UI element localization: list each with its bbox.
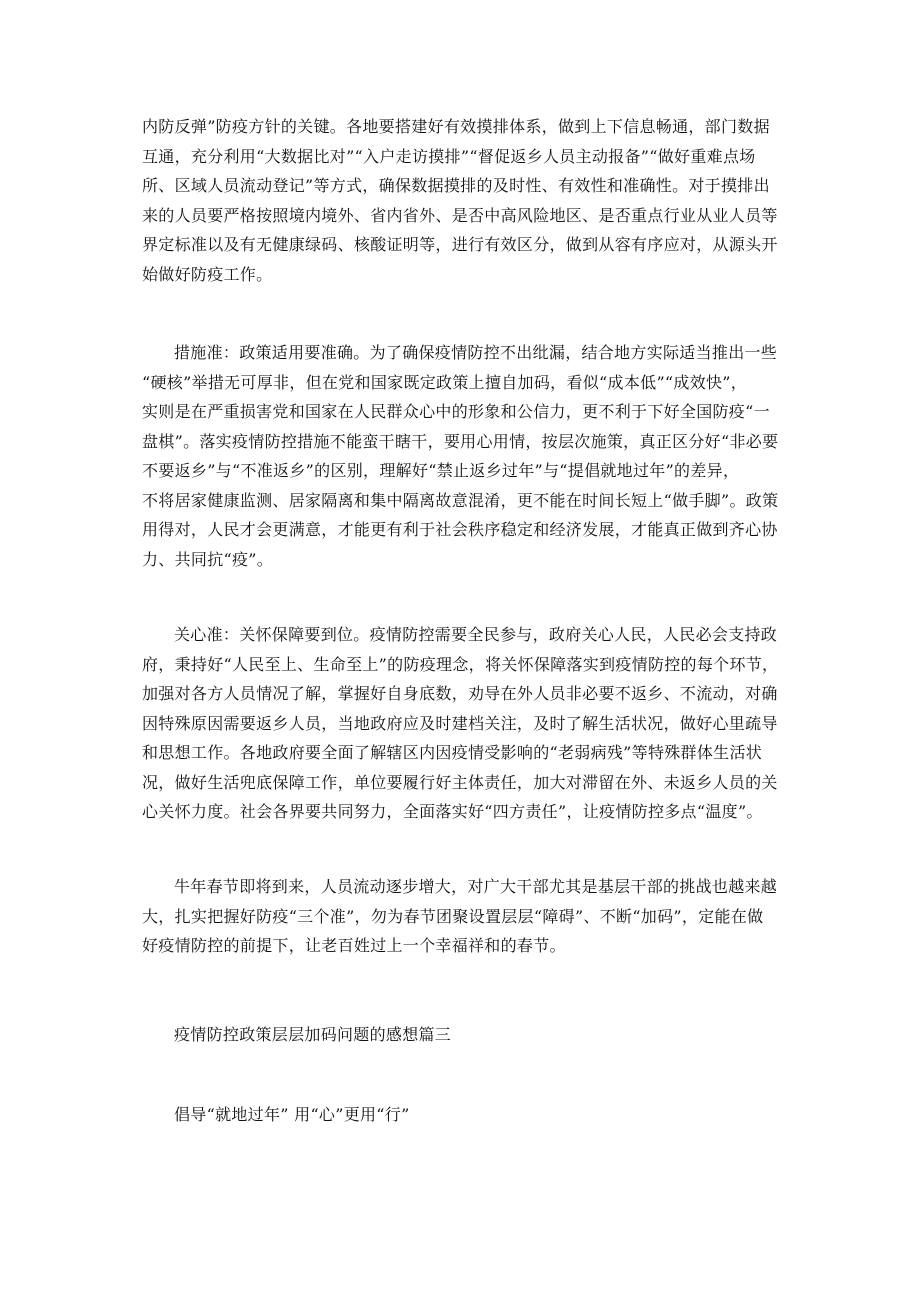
- paragraph-epidemic-screening: [142, 112, 782, 289]
- text-line: 因特殊原因需要返乡人员，当地政府应及时建档关注，及时了解生活状况，做好心里疏导: [142, 713, 778, 733]
- text-line: 实则是在严重损害党和国家在人民群众心中的形象和公信力，更不利于下好全国防疫“一: [142, 402, 770, 421]
- paragraph-care-accurate: [142, 620, 782, 827]
- text-line: 互通，充分利用“大数据比对”“入户走访摸排”“督促返乡人员主动报备”“做好重难点场: [142, 146, 756, 166]
- text-line: 不将居家健康监测、居家隔离和集中隔离故意混淆，更不能在时间长短上“做手脚”。政策: [142, 490, 779, 510]
- article-subtitle: 倡导“就地过年” 用“心”更用“行”: [174, 1105, 410, 1124]
- text-line: 和思想工作。各地政府要全面了解辖区内因疫情受影响的“老弱病残”等特殊群体生活状: [142, 743, 763, 762]
- text-line: 好疫情防控的前提下，让老百姓过上一个幸福祥和的春节。: [142, 936, 566, 955]
- text-line: 来的人员要严格按照境内境外、省内省外、是否中高风险地区、是否重点行业从业人员等: [142, 205, 778, 225]
- text-line: 关心准：关怀保障要到位。疫情防控需要全民参与，政府关心人民，人民必会支持政: [174, 625, 778, 644]
- text-line: 不要返乡”与“不准返乡”的区别，理解好“禁止返乡过年”与“提倡就地过年”的差异，: [142, 461, 740, 480]
- text-line: 所、区域人员流动登记”等方式，确保数据摸排的及时性、有效性和准确性。对于摸排出: [142, 176, 770, 195]
- text-line: 措施准：政策适用要准确。为了确保疫情防控不出纰漏，结合地方实际适当推出一些: [174, 343, 778, 362]
- text-line: 府，秉持好“人民至上、生命至上”的防疫理念，将关怀保障落实到疫情防控的每个环节，: [142, 654, 779, 674]
- section-title: 疫情防控政策层层加码问题的感想篇三: [174, 1025, 452, 1044]
- text-line: 加强对各方人员情况了解，掌握好自身底数，劝导在外人员非必要不返乡、不流动，对确: [142, 684, 778, 703]
- text-line: 牛年春节即将到来，人员流动逐步增大，对广大干部尤其是基层干部的挑战也越来越: [174, 877, 778, 896]
- text-line: 用得对，人民才会更满意，才能更有利于社会秩序稳定和经济发展，才能真正做到齐心协: [142, 520, 778, 539]
- text-line: 始做好防疫工作。: [142, 264, 273, 284]
- text-line: 心关怀力度。社会各界要共同努力，全面落实好“四方责任”，让疫情防控多点“温度”。: [142, 802, 763, 821]
- text-line: 大，扎实把握好防疫“三个准”，勿为春节团聚设置层层“障碍”、不断“加码”，定能在做: [142, 906, 764, 926]
- paragraph-measures-accurate: [142, 338, 782, 574]
- text-line: 力、共同抗“疫”。: [142, 549, 274, 569]
- text-line: 盘棋”。落实疫情防控措施不能蛮干瞎干，要用心用情，按层次施策，真正区分好“非必要: [142, 431, 779, 451]
- text-line: 况，做好生活兜底保障工作，单位要履行好主体责任，加大对滞留在外、未返乡人员的关: [142, 772, 778, 792]
- paragraph-spring-festival: [142, 872, 782, 961]
- text-line: 内防反弹”防疫方针的关键。各地要搭建好有效摸排体系，做到上下信息畅通，部门数据: [142, 117, 770, 136]
- text-line: 界定标准以及有无健康绿码、核酸证明等，进行有效区分，做到从容有序应对，从源头开: [142, 235, 778, 254]
- text-line: “硬核”举措无可厚非，但在党和国家既定政策上擅自加码，看似“成本低”“成效快”，: [142, 372, 748, 392]
